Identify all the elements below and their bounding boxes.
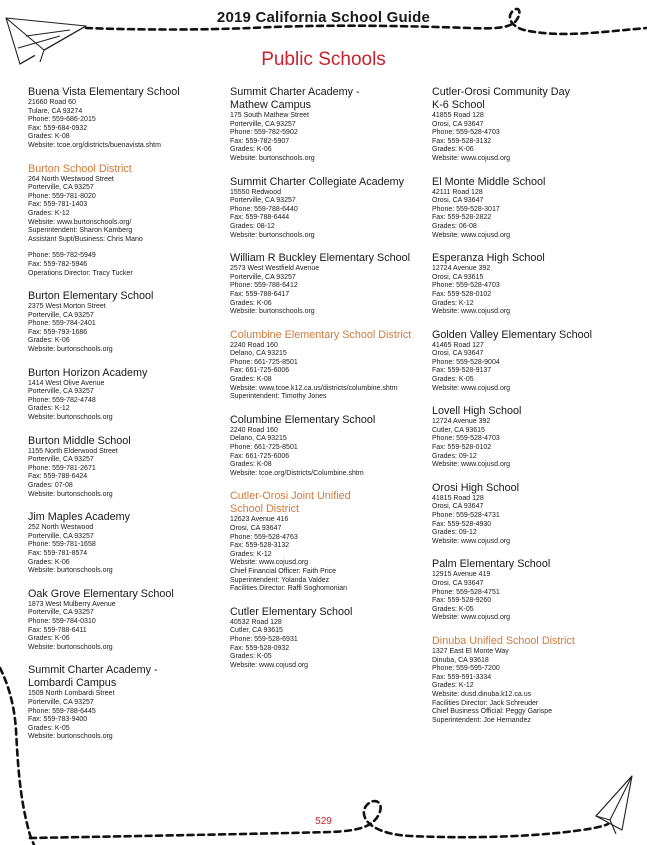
- entry-detail-line: Superintendent: Sharon Kamberg: [28, 227, 133, 235]
- entry-name-line: Cutler-Orosi Community Day: [432, 86, 570, 98]
- school-entry: [28, 86, 228, 151]
- school-name: [432, 482, 632, 495]
- entry-detail-line: Website: burtonschools.org: [28, 733, 113, 741]
- school-entry: [432, 482, 632, 547]
- entry-detail-line: Fax: 559-788-6417: [230, 290, 290, 298]
- listing-column-2: [230, 86, 430, 682]
- entry-detail-line: Fax: 559-528-4930: [432, 520, 492, 528]
- school-name: [432, 86, 632, 112]
- entry-detail-line: Website: www.burtonschools.org/: [28, 218, 132, 226]
- entry-detail-line: Delano, CA 93215: [230, 350, 287, 358]
- entry-detail-line: 1414 West Olive Avenue: [28, 379, 105, 387]
- entry-name-line: El Monte Middle School: [432, 175, 546, 188]
- school-entry: [28, 588, 228, 653]
- entry-detail-line: Website: dusd.dinuba.k12.ca.us: [432, 690, 532, 698]
- entry-name-line: Buena Vista Elementary School: [28, 86, 180, 98]
- entry-name-line: Burton Horizon Academy: [28, 366, 148, 379]
- entry-detail-line: Phone: 559-788-6440: [230, 205, 298, 213]
- entry-detail-line: Phone: 559-788-6445: [28, 707, 96, 715]
- entry-detail-line: Phone: 559-784-0310: [28, 617, 96, 625]
- listing-column-3: [432, 86, 632, 737]
- entry-detail-line: Grades: K-12: [230, 550, 272, 558]
- entry-detail-line: Website: burtonschools.org: [28, 414, 113, 422]
- school-name: [28, 290, 228, 303]
- entry-detail-line: Phone: 559-528-4703: [432, 282, 500, 290]
- entry-detail-line: Facilities Director: Jack Schreuder: [432, 699, 539, 707]
- entry-name-line: Summit Charter Collegiate Academy: [230, 175, 405, 188]
- school-name: [432, 252, 632, 265]
- school-name: [230, 414, 430, 427]
- school-entry: [28, 664, 228, 742]
- entry-detail-line: Porterville, CA 93257: [28, 532, 94, 540]
- entry-detail-line: 175 South Mathew Street: [230, 112, 309, 119]
- entry-detail-line: Grades: K-08: [230, 461, 272, 469]
- entry-detail-line: Chief Business Official: Peggy Garispe: [432, 708, 553, 716]
- entry-detail-line: 252 North Westwood: [28, 524, 94, 532]
- entry-detail-line: Grades: K-08: [230, 376, 272, 384]
- school-entry: [28, 511, 228, 576]
- entry-detail-line: Fax: 559-684-0932: [28, 124, 88, 132]
- entry-name-line: Lovell High School: [432, 405, 522, 418]
- entry-name-line: Burton Elementary School: [28, 290, 154, 303]
- entry-detail-line: Phone: 559-781-2671: [28, 464, 96, 472]
- entry-detail-line: Fax: 559-528-9260: [432, 597, 492, 605]
- school-name: [28, 588, 228, 601]
- school-name: [432, 176, 632, 189]
- entry-detail-line: Website: burtonschools.org: [28, 346, 113, 354]
- entry-detail-line: Website: burtonschools.org: [230, 231, 315, 239]
- entry-detail-line: 2375 West Morton Street: [28, 303, 106, 311]
- entry-name-line: Columbine Elementary School: [230, 413, 376, 426]
- entry-detail-line: Orosi, CA 93647: [230, 525, 282, 532]
- school-entry: [432, 252, 632, 317]
- entry-detail-line: Phone: 559-782-5902: [230, 129, 298, 137]
- school-entry: [432, 329, 632, 394]
- entry-detail-line: Website: www.cojusd.org: [230, 559, 309, 567]
- entry-detail-line: 1327 East El Monte Way: [432, 647, 509, 655]
- entry-detail-line: Fax: 559-528-3132: [230, 542, 290, 550]
- entry-detail-line: 1509 North Lombardi Street: [28, 690, 115, 698]
- entry-detail-line: Orosi, CA 93647: [432, 197, 484, 205]
- entry-detail-line: 12724 Avenue 392: [432, 265, 491, 273]
- school-name: [432, 558, 632, 571]
- district-entry: [28, 163, 228, 279]
- entry-detail-line: Website: burtonschools.org: [28, 643, 113, 651]
- entry-detail-line: Website: www.cojusd.org: [432, 614, 511, 622]
- entry-name-line: Summit Charter Academy -: [28, 664, 158, 677]
- school-entry: [432, 405, 632, 470]
- entry-detail-line: Fax: 559-591-3334: [432, 673, 492, 681]
- entry-detail-line: Phone: 559-781-8020: [28, 192, 96, 200]
- school-entry: [230, 414, 430, 479]
- entry-detail-line: 1155 North Elderwood Street: [28, 447, 118, 455]
- entry-detail-line: Phone: 559-784-2401: [28, 320, 96, 328]
- entry-detail-line: Porterville, CA 93257: [230, 197, 296, 205]
- entry-name-line: Jim Maples Academy: [28, 511, 131, 524]
- entry-detail-line: Cutler, CA 93615: [230, 627, 283, 635]
- entry-detail-line: Website: www.tcoe.k12.ca.us/districts/columbine.shtm: [230, 384, 398, 392]
- spacer: [28, 244, 228, 252]
- entry-detail-line: Porterville, CA 93257: [28, 698, 94, 706]
- entry-name-line: Orosi High School: [432, 481, 520, 494]
- entry-detail-line: Porterville, CA 93257: [28, 456, 94, 464]
- school-entry: [230, 86, 430, 164]
- entry-detail-line: 12724 Avenue 392: [432, 418, 491, 426]
- entry-detail-line: 40532 Road 128: [230, 618, 282, 626]
- entry-name-line: K-6 School: [432, 99, 485, 111]
- entry-name-line: Esperanza High School: [432, 252, 545, 265]
- entry-detail-line: Phone: 559-686-2015: [28, 116, 96, 124]
- entry-detail-line: Dinuba, CA 93618: [432, 656, 489, 664]
- entry-detail-line: Assistant Supt/Business: Chris Mano: [28, 235, 143, 243]
- entry-name-line: Columbine Elementary School District: [230, 328, 412, 341]
- entry-detail-line: Grades: K-05: [28, 724, 70, 732]
- school-entry: [230, 176, 430, 241]
- entry-detail-line: Grades: K-05: [432, 376, 474, 384]
- entry-detail-line: 1873 West Mulberry Avenue: [28, 600, 116, 608]
- entry-detail-line: Grades: K-05: [432, 605, 474, 613]
- entry-detail-line: Phone: 559-528-3017: [432, 205, 500, 213]
- entry-detail-line: Website: burtonschools.org: [230, 308, 315, 316]
- district-name: [28, 163, 228, 176]
- entry-detail-line: Fax: 559-788-6411: [28, 626, 87, 634]
- entry-detail-line: Grades: K-08: [28, 133, 70, 141]
- entry-detail-line: 41815 Road 128: [432, 494, 484, 502]
- entry-detail-line: Grades: K-06: [432, 146, 474, 154]
- district-name: [230, 490, 430, 516]
- entry-detail-line: Facilities Director: Raffi Soghomonian: [230, 585, 347, 593]
- page-number: 529: [315, 816, 332, 827]
- entry-detail-line: 2573 West Westfield Avenue: [230, 265, 320, 273]
- entry-detail-line: Phone: 559-788-6412: [230, 282, 298, 290]
- entry-detail-line: Porterville, CA 93257: [28, 311, 94, 319]
- entry-detail-line: Fax: 559-782-5946: [28, 260, 88, 268]
- entry-detail-line: Grades: 09-12: [432, 529, 477, 537]
- school-entry: [28, 367, 228, 423]
- entry-detail-line: Phone: 559-528-4731: [432, 512, 500, 519]
- school-name: [230, 176, 430, 189]
- entry-detail-line: Fax: 559-528-3132: [432, 137, 492, 145]
- entry-detail-line: Fax: 661-725-6006: [230, 367, 290, 375]
- entry-detail-line: Phone: 559-782-4748: [28, 396, 96, 404]
- entry-detail-line: Website: www.cojusd.org: [432, 461, 511, 469]
- entry-detail-line: 41855 Road 128: [432, 112, 484, 119]
- entry-detail-line: 2240 Road 160: [230, 426, 278, 434]
- entry-name-line: School District: [230, 503, 299, 516]
- entry-detail-line: Orosi, CA 93615: [432, 273, 484, 281]
- entry-detail-line: Orosi, CA 93647: [432, 503, 484, 511]
- entry-detail-line: Grades: K-06: [230, 146, 272, 154]
- entry-detail-line: Website: www.cojusd.org: [432, 308, 511, 316]
- entry-detail-line: Porterville, CA 93257: [230, 273, 296, 281]
- entry-detail-line: Porterville, CA 93257: [28, 388, 94, 396]
- entry-detail-line: Phone: 559-781-1658: [28, 541, 96, 549]
- entry-name-line: Summit Charter Academy -: [230, 86, 360, 98]
- school-entry: [230, 252, 430, 317]
- entry-detail-line: Website: www.cojusd.org: [432, 537, 511, 545]
- entry-name-line: Burton Middle School: [28, 434, 131, 447]
- entry-detail-line: Grades: K-06: [28, 337, 70, 345]
- entry-detail-line: Cutler, CA 93615: [432, 426, 485, 434]
- entry-detail-line: Phone: 559-528-4703: [432, 435, 500, 443]
- entry-detail-line: Fax: 559-782-5907: [230, 137, 290, 145]
- school-name: [28, 86, 228, 99]
- school-name: [230, 606, 430, 619]
- entry-detail-line: Fax: 559-781-1403: [28, 201, 88, 209]
- entry-detail-line: Orosi, CA 93647: [432, 120, 484, 128]
- school-name: [28, 367, 228, 380]
- entry-detail-line: 2240 Road 160: [230, 341, 278, 349]
- district-name: [230, 329, 430, 342]
- school-entry: [432, 86, 632, 164]
- entry-detail-line: Fax: 559-528-2822: [432, 214, 492, 222]
- entry-name-line: Lombardi Campus: [28, 677, 117, 690]
- entry-detail-line: Porterville, CA 93257: [28, 609, 94, 617]
- school-name: [230, 86, 430, 112]
- entry-detail-line: Grades: 08-12: [230, 222, 275, 230]
- entry-name-line: Palm Elementary School: [432, 558, 551, 571]
- entry-detail-line: Website: tcoe.org/Districts/Columbine.shtm: [230, 469, 364, 477]
- school-name: [28, 664, 228, 690]
- entry-detail-line: Fax: 559-781-8574: [28, 549, 88, 557]
- entry-detail-line: Orosi, CA 93647: [432, 579, 484, 587]
- entry-detail-line: Website: www.cojusd.org: [432, 384, 511, 392]
- entry-detail-line: Grades: K-06: [230, 299, 272, 307]
- entry-detail-line: 42111 Road 128: [432, 188, 483, 196]
- entry-detail-line: 12623 Avenue 416: [230, 516, 289, 524]
- entry-detail-line: Operations Director: Tracy Tucker: [28, 269, 133, 277]
- entry-detail-line: Fax: 559-528-9137: [432, 367, 492, 375]
- entry-detail-line: Fax: 559-788-6424: [28, 473, 88, 481]
- entry-detail-line: Grades: K-06: [28, 558, 70, 566]
- entry-name-line: Cutler-Orosi Joint Unified: [230, 490, 351, 503]
- entry-name-line: Oak Grove Elementary School: [28, 587, 174, 600]
- entry-detail-line: Grades: K-12: [432, 682, 474, 690]
- school-entry: [28, 290, 228, 355]
- entry-detail-line: Grades: K-05: [230, 653, 272, 661]
- entry-detail-line: Fax: 559-528-0102: [432, 290, 492, 298]
- entry-detail-line: Grades: K-12: [28, 209, 70, 217]
- district-name: [432, 635, 632, 648]
- entry-detail-line: Chief Financial Officer: Faith Price: [230, 567, 337, 575]
- school-name: [432, 329, 632, 342]
- entry-detail-line: Website: burtonschools.org: [28, 490, 113, 498]
- school-name: [28, 511, 228, 524]
- entry-detail-line: Grades: 06-08: [432, 222, 477, 230]
- entry-detail-line: Delano, CA 93215: [230, 435, 287, 443]
- school-name: [432, 405, 632, 418]
- entry-detail-line: Grades: 09-12: [432, 452, 477, 460]
- entry-detail-line: Superintendent: Yolanda Valdez: [230, 576, 330, 584]
- entry-detail-line: Website: burtonschools.org: [28, 567, 113, 575]
- entry-detail-line: Fax: 559-528-0102: [432, 444, 492, 452]
- entry-detail-line: Phone: 559-528-4751: [432, 588, 500, 596]
- entry-name-line: Golden Valley Elementary School: [432, 328, 593, 341]
- school-entry: [432, 176, 632, 241]
- school-name: [230, 252, 430, 265]
- entry-detail-line: Website: burtonschools.org: [230, 154, 315, 162]
- entry-detail-line: Superintendent: Timothy Jones: [230, 393, 327, 401]
- entry-detail-line: Fax: 661-725-6006: [230, 452, 290, 460]
- entry-detail-line: Fax: 559-788-6444: [230, 214, 290, 222]
- school-entry: [28, 435, 228, 500]
- entry-detail-line: Website: www.cojusd.org: [230, 661, 309, 669]
- page-header-title: 2019 California School Guide: [216, 9, 431, 26]
- district-entry: [432, 635, 632, 725]
- school-name: [28, 435, 228, 448]
- entry-detail-line: Phone: 661-725-8501: [230, 444, 298, 452]
- entry-detail-line: Fax: 559-528-0932: [230, 644, 290, 652]
- entry-detail-line: Porterville, CA 93257: [230, 120, 296, 128]
- entry-name-line: Mathew Campus: [230, 99, 312, 111]
- entry-detail-line: 12915 Avenue 419: [432, 571, 491, 579]
- entry-name-line: William R Buckley Elementary School: [230, 252, 411, 265]
- school-entry: [432, 558, 632, 623]
- entry-detail-line: Porterville, CA 93257: [28, 184, 94, 192]
- entry-detail-line: 264 North Westwood Street: [28, 175, 114, 183]
- entry-detail-line: Grades: 07-08: [28, 482, 73, 489]
- entry-detail-line: Phone: 559-782-5949: [28, 252, 96, 260]
- district-entry: [230, 329, 430, 402]
- entry-detail-line: 15550 Redwood: [230, 188, 281, 196]
- entry-detail-line: Grades: K-06: [28, 635, 70, 643]
- entry-detail-line: Phone: 661-725-8501: [230, 358, 298, 366]
- entry-name-line: Burton School District: [28, 162, 132, 175]
- entry-detail-line: Superintendent: Joe Hernandez: [432, 716, 531, 724]
- entry-detail-line: Fax: 559-793-1686: [28, 328, 88, 336]
- entry-detail-line: 21660 Road 60: [28, 99, 76, 106]
- entry-detail-line: Fax: 559-783-9400: [28, 716, 88, 724]
- entry-detail-line: Tulare, CA 93274: [28, 107, 83, 115]
- entry-detail-line: Grades: K-12: [28, 405, 70, 413]
- entry-name-line: Cutler Elementary School: [230, 605, 353, 618]
- listing-column-1: [28, 86, 228, 754]
- entry-detail-line: Website: www.cojusd.org: [432, 231, 511, 239]
- section-title: Public Schools: [261, 49, 386, 70]
- entry-detail-line: Grades: K-12: [432, 299, 474, 307]
- district-entry: [230, 490, 430, 593]
- entry-detail-line: Phone: 559-528-4763: [230, 533, 298, 541]
- entry-detail-line: Website: tcoe.org/districts/buenavista.shtm: [28, 141, 161, 149]
- entry-detail-line: Phone: 559-528-4703: [432, 129, 500, 137]
- entry-name-line: Dinuba Unified School District: [432, 634, 575, 647]
- entry-detail-line: Phone: 559-528-9004: [432, 358, 500, 366]
- entry-detail-line: Orosi, CA 93647: [432, 350, 484, 358]
- entry-detail-line: Website: www.cojusd.org: [432, 154, 511, 162]
- entry-detail-line: 41465 Road 127: [432, 341, 484, 349]
- entry-detail-line: Phone: 559-595-7200: [432, 665, 500, 673]
- school-entry: [230, 606, 430, 671]
- entry-detail-line: Phone: 559-528-6931: [230, 635, 298, 643]
